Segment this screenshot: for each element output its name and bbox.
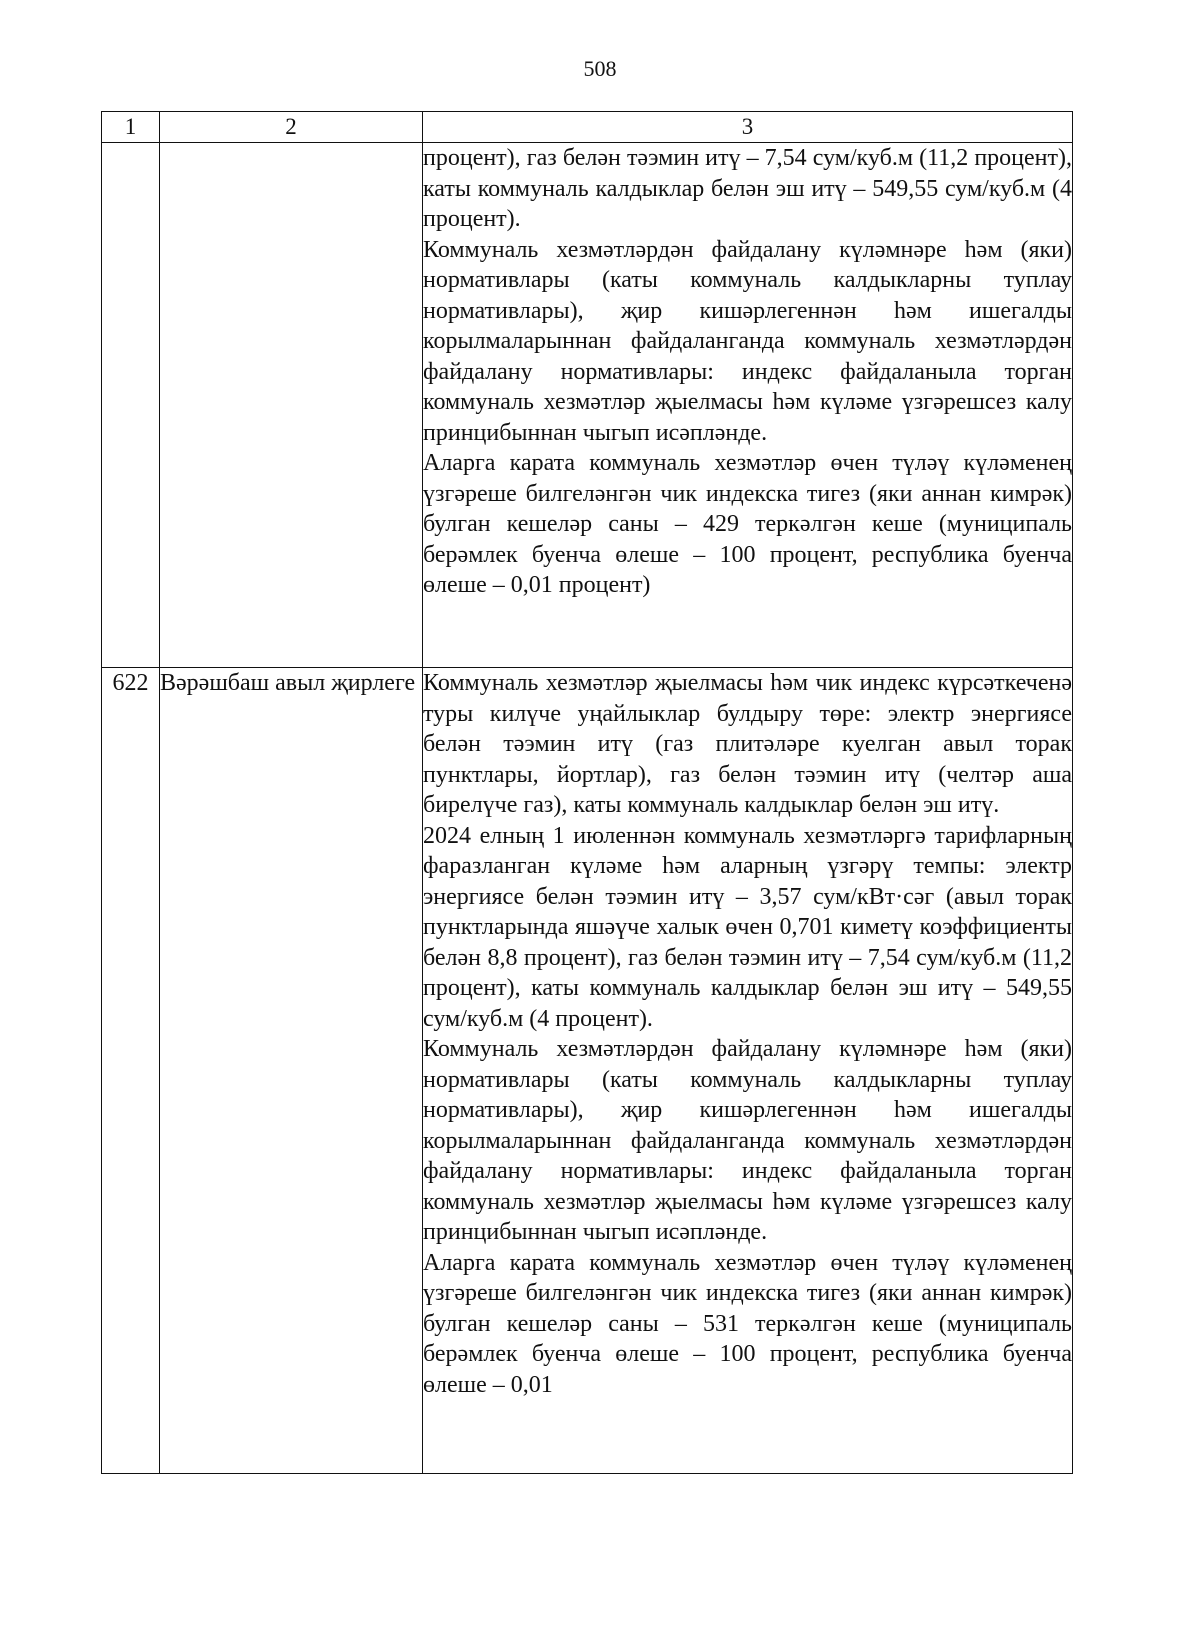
page-number: 508	[583, 56, 617, 81]
description-paragraph: Коммуналь хезмәтләрдән файдалану күләмнәре һәм (яки) нормативлары (каты коммуналь калдыкларны туплау нормативлары), җир кишәрлегеннән һәм ишегалды корылмаларыннан файдаланганда коммуналь хезмәтләрдән файдалану нормативлары: индекс файдаланыла торган коммуналь хезмәтләр җыелмасы һәм күләме үзгәрешсез калу принцибыннан чыгып исәпләнде.	[423, 1036, 1072, 1245]
column-header-2: 2	[160, 112, 423, 143]
description-cell	[423, 668, 1073, 1474]
column-header-3: 3	[423, 112, 1073, 143]
column-header-1: 1	[102, 112, 160, 143]
table-header-row	[102, 112, 1073, 143]
description-paragraph: Коммуналь хезмәтләр җыелмасы һәм чик индекс күрсәткеченә туры килүче уңайлыклар булдыру төре: электр энергиясе белән тәэмин итү (газ плитәләре куелган авыл торак пунктлары, йортлар), газ белән тәэмин итү (челтәр аша бирелүче газ), каты коммуналь калдыклар белән эш итү.	[423, 670, 1072, 818]
settlement-name-cell: Вәрәшбаш авыл җирлеге	[160, 668, 423, 1474]
settlement-name-cell	[160, 143, 423, 668]
description-cell	[423, 143, 1073, 668]
description-paragraph: Аларга карата коммуналь хезмәтләр өчен түләү күләменең үзгәреше билгеләнгән чик индекска тигез (яки аннан кимрәк) булган кешеләр саны – 429 теркәлгән кеше (муниципаль берәмлек буенча өлеше – 100 процент, республика буенча өлеше – 0,01 процент)	[423, 450, 1072, 598]
description-paragraph: Аларга карата коммуналь хезмәтләр өчен түләү күләменең үзгәреше билгеләнгән чик индекска тигез (яки аннан кимрәк) булган кешеләр саны – 531 теркәлгән кеше (муниципаль берәмлек буенча өлеше – 100 процент, республика буенча өлеше – 0,01	[423, 1249, 1072, 1398]
document-table	[101, 111, 1073, 1474]
row-number-cell: 622	[102, 668, 160, 1474]
description-paragraph: процент), газ белән тәэмин итү – 7,54 сум/куб.м (11,2 процент), каты коммуналь калдыклар белән эш итү – 549,55 сум/куб.м (4 процент).	[423, 145, 1072, 232]
table-row	[102, 668, 1073, 1474]
description-paragraph: 2024 елның 1 июленнән коммуналь хезмәтләргә тарифларның фаразланган күләме һәм аларның үзгәрү темпы: электр энергиясе белән тәэмин итү – 3,57 сум/кВт·сәг (авыл торак пунктларында яшәүче халык өчен 0,701 киметү коэффициенты белән 8,8 процент), газ белән тәэмин итү – 7,54 сум/куб.м (11,2 процент), каты коммуналь калдыклар белән эш итү – 549,55 сум/куб.м (4 процент).	[423, 822, 1072, 1032]
row-number-cell	[102, 143, 160, 668]
table-row	[102, 143, 1073, 668]
description-paragraph: Коммуналь хезмәтләрдән файдалану күләмнәре һәм (яки) нормативлары (каты коммуналь калдыкларны туплау нормативлары), җир кишәрлегеннән һәм ишегалды корылмаларыннан файдаланганда коммуналь хезмәтләрдән файдалану нормативлары: индекс файдаланыла торган коммуналь хезмәтләр җыелмасы һәм күләме үзгәрешсез калу принцибыннан чыгып исәпләнде.	[423, 236, 1072, 446]
